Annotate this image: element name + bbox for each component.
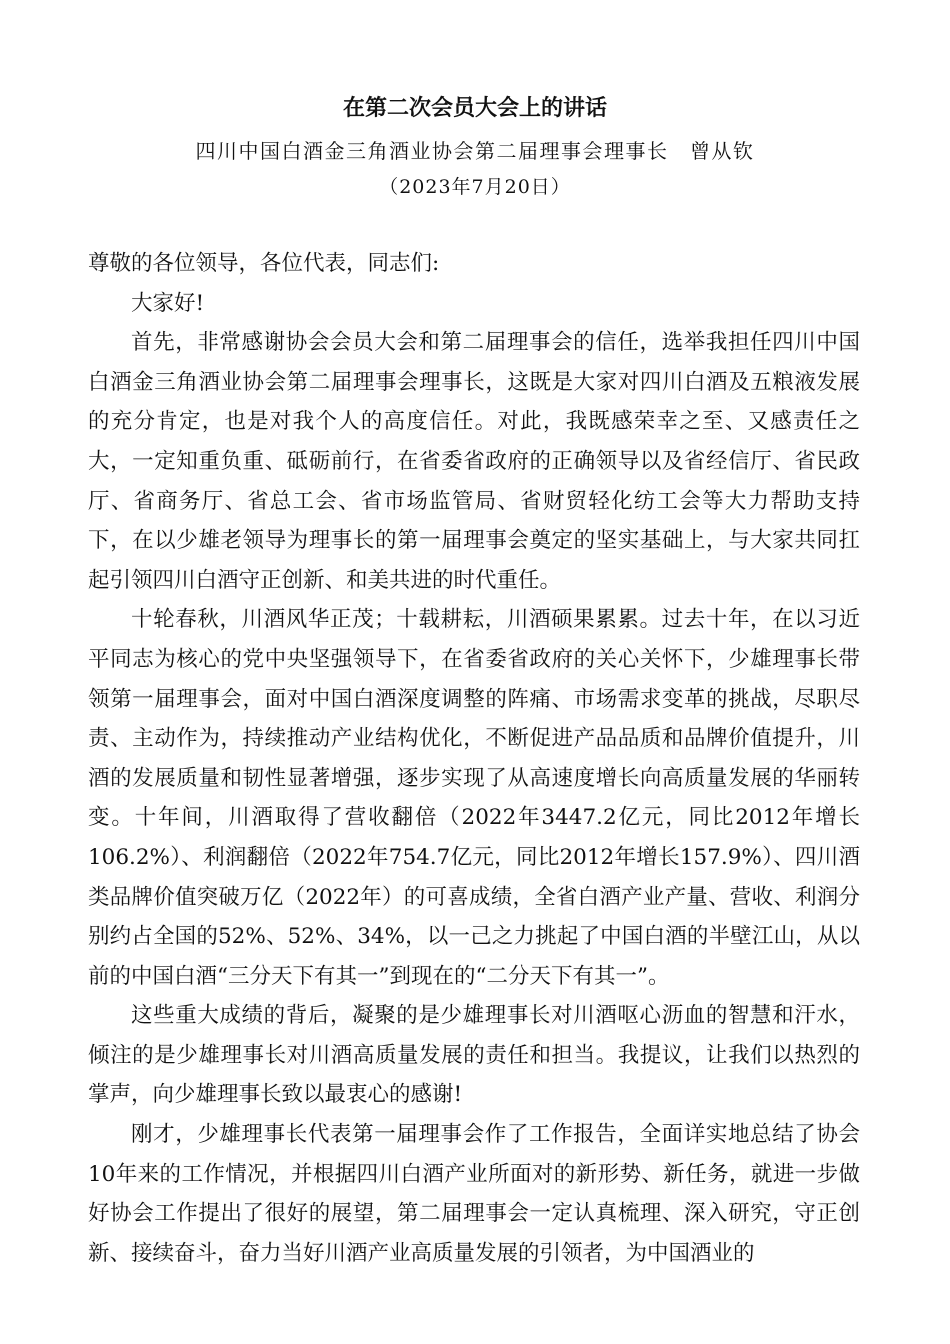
paragraph-tribute: 这些重大成绩的背后，凝聚的是少雄理事长对川酒呕心沥血的智慧和汗水，倾注的是少雄理事长对川酒高质量发展的责任和担当。我提议，让我们以热烈的掌声，向少雄理事长致以最衷心的感谢! — [88, 1003, 860, 1108]
salutation: 尊敬的各位领导，各位代表，同志们: — [88, 251, 440, 276]
speech-body — [88, 244, 860, 1273]
speech-date: （2023年7月20日） — [379, 176, 571, 198]
paragraph-achievements: 十轮春秋，川酒风华正茂；十载耕耘，川酒硕果累累。过去十年，在以习近平同志为核心的党中央坚强领导下，在省委省政府的关心关怀下，少雄理事长带领第一届理事会，面对中国白酒深度调整的阵痛、市场需求变革的挑战，尽职尽责、主动作为，持续推动产业结构优化，不断促进产品品质和品牌价值提升，川酒的发展质量和韧性显著增强，逐步实现了从高速度增长向高质量发展的华丽转变。十年间，川酒取得了营收翻倍（2022年3447.2亿元，同比2012年增长106.2%）、利润翻倍（2022年754.7亿元，同比2012年增长157.9%）、四川酒类品牌价值突破万亿（2022年）的可喜成绩，全省白酒产业产量、营收、利润分别约占全国的52%、52%、34%，以一己之力挑起了中国白酒的半壁江山，从以前的中国白酒“三分天下有其一”到现在的“二分天下有其一”。 — [88, 607, 860, 989]
speech-title: 在第二次会员大会上的讲话 — [342, 95, 607, 121]
paragraph-greeting: 大家好! — [131, 290, 205, 316]
paragraph-thanks: 首先，非常感谢协会会员大会和第二届理事会的信任，选举我担任四川中国白酒金三角酒业协会第二届理事会理事长，这既是大家对四川白酒及五粮液发展的充分肯定，也是对我个人的高度信任。对此，我既感荣幸之至、又感责任之大，一定知重负重、砥砺前行，在省委省政府的正确领导以及省经信厅、省民政厅、省商务厅、省总工会、省市场监管局、省财贸轻化纺工会等大力帮助支持下，在以少雄老领导为理事长的第一届理事会奠定的坚实基础上，与大家共同扛起引领四川白酒守正创新、和美共进的时代重任。 — [88, 330, 860, 593]
speaker-line: 四川中国白酒金三角酒业协会第二届理事会理事长 曾从钦 — [195, 139, 755, 163]
paragraph-report: 刚才，少雄理事长代表第一届理事会作了工作报告，全面详实地总结了协会10年来的工作情况，并根据四川白酒产业所面对的新形势、新任务，就进一步做好协会工作提出了很好的展望，第二届理事会一定认真梳理、深入研究，守正创新、接续奋斗，奋力当好川酒产业高质量发展的引领者，为中国酒业的 — [88, 1122, 860, 1266]
